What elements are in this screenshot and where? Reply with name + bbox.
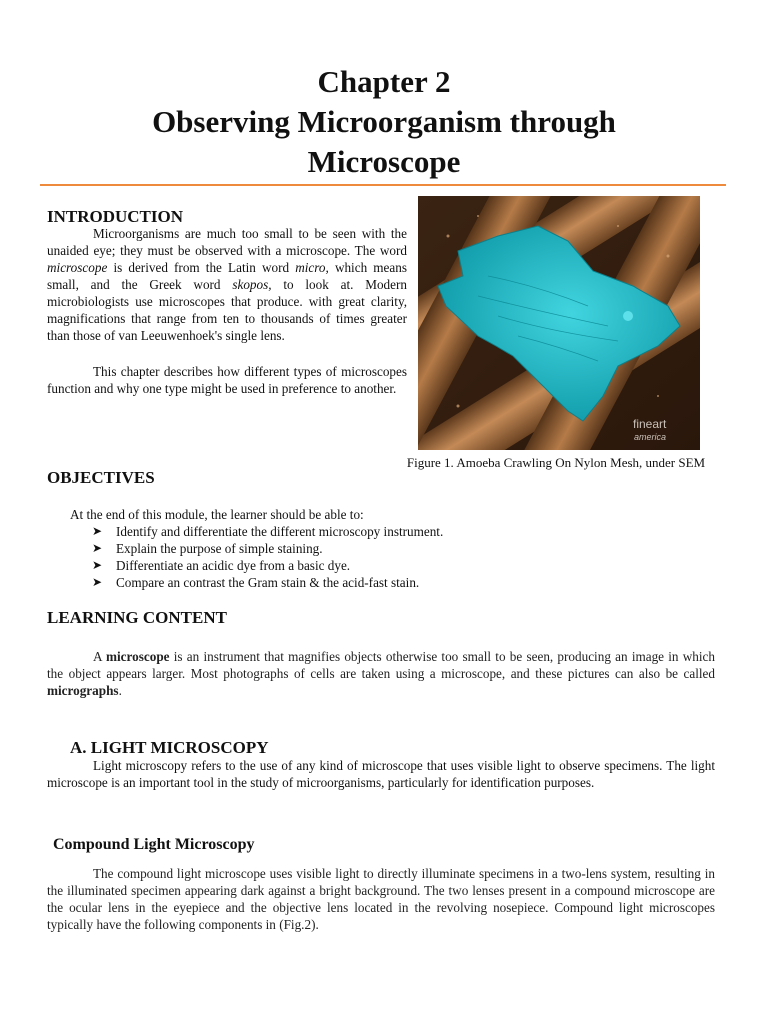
amoeba-sem-image	[418, 196, 700, 450]
watermark-line2: america	[634, 432, 667, 442]
light-microscopy-paragraph: Light microscopy refers to the use of any kind of microscope that uses visible light to observe specimens. The light microscope is an important tool in the study of microorganisms, particularly for identification purposes.	[47, 758, 715, 790]
objectives-heading: OBJECTIVES	[47, 468, 155, 487]
arrow-bullet-icon: ➤	[92, 541, 103, 555]
chapter-title-line2: Observing Microorganism through	[152, 104, 616, 139]
list-item: ➤ Explain the purpose of simple staining.	[92, 541, 323, 556]
amoeba-sem-figure	[418, 196, 700, 450]
arrow-bullet-icon: ➤	[92, 524, 103, 538]
objectives-list	[92, 523, 443, 591]
objectives-intro: At the end of this module, the learner should be able to:	[70, 507, 364, 522]
introduction-paragraph-1: Microorganisms are much too small to be seen with the unaided eye; they must be observed with a microscope. The word microscope is derived from the Latin word micro, which means small, and the Greek word skopos, to look at. Modern microbiologists use microscopes that produce. with great clarity, magnifications that range from ten to thousands of times greater than those of van Leeuwenhoek's single lens.	[47, 226, 407, 343]
list-item: ➤ Differentiate an acidic dye from a basic dye.	[92, 558, 351, 573]
introduction-heading: INTRODUCTION	[47, 207, 184, 226]
arrow-bullet-icon: ➤	[92, 558, 103, 572]
light-microscopy-heading: A. LIGHT MICROSCOPY	[70, 738, 269, 757]
chapter-title-line3: Microscope	[307, 144, 461, 179]
learning-content-heading: LEARNING CONTENT	[47, 608, 227, 627]
watermark-line1: fineart	[633, 417, 667, 431]
compound-microscopy-heading: Compound Light Microscopy	[53, 836, 255, 853]
list-item: ➤ Identify and differentiate the different microscopy instrument.	[92, 524, 444, 539]
introduction-paragraph-2: This chapter describes how different types of microscopes function and why one type might be used in preference to another.	[47, 364, 407, 396]
chapter-title-line1: Chapter 2	[317, 64, 451, 99]
title-divider	[40, 184, 726, 186]
figure-caption: Figure 1. Amoeba Crawling On Nylon Mesh, under SEM	[406, 455, 706, 470]
list-item: ➤ Compare an contrast the Gram stain & the acid-fast stain.	[92, 575, 420, 590]
learning-content-paragraph: A microscope is an instrument that magnifies objects otherwise too small to be seen, producing an image in which the object appears larger. Most photographs of cells are taken using a microscope, and these pictures can also be called micrographs.	[47, 649, 715, 698]
chapter-title	[0, 62, 768, 182]
compound-microscopy-paragraph: The compound light microscope uses visible light to directly illuminate specimens in a two-lens system, resulting in the illuminated specimen appearing dark against a bright background. The two lenses present in a compound microscope are the ocular lens in the eyepiece and the objective lens located in the revolving nosepiece. Compound light microscopes typically have the following components in (Fig.2).	[47, 866, 715, 932]
arrow-bullet-icon: ➤	[92, 575, 103, 589]
